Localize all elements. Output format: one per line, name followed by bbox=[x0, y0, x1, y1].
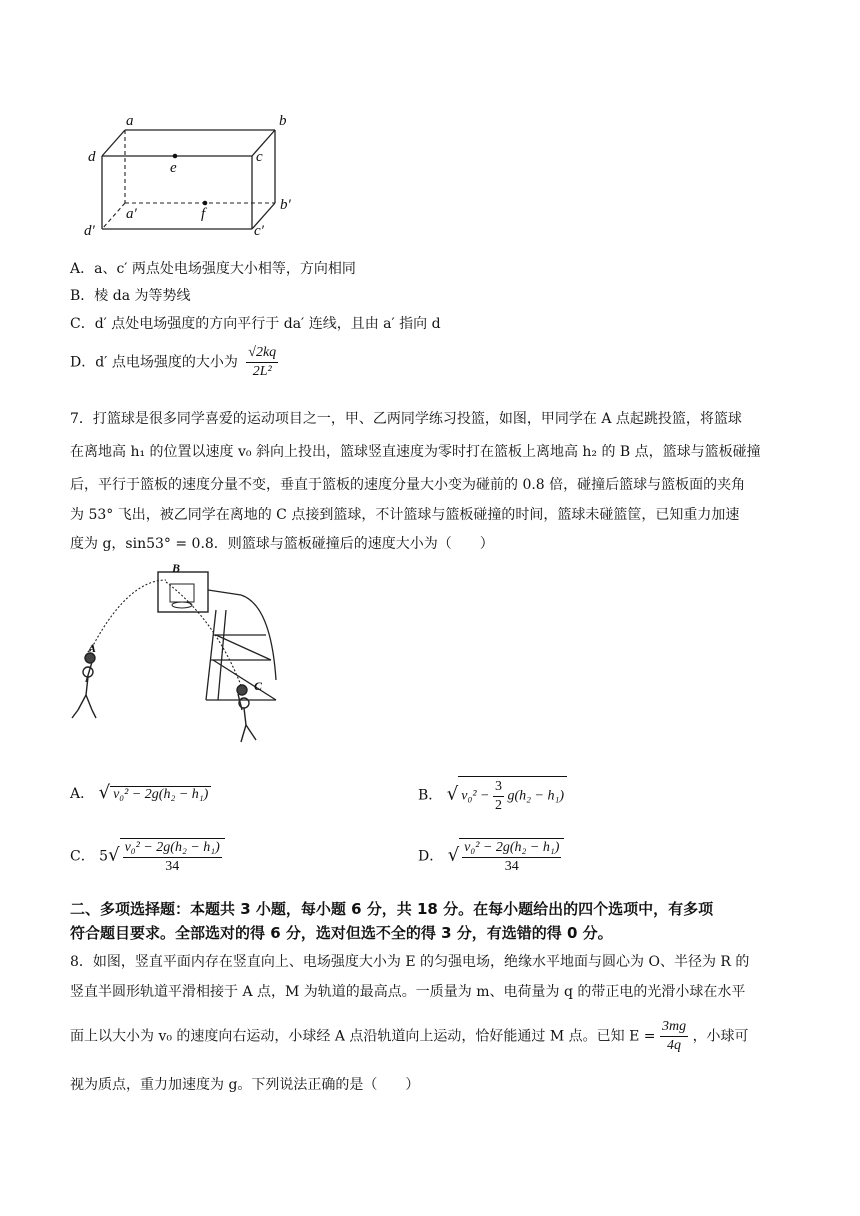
sqrt-icon: √ bbox=[108, 844, 120, 866]
section2-line-1: 二、多项选择题：本题共 3 小题，每小题 6 分，共 18 分。在每小题给出的四个选项中，有多项 bbox=[70, 900, 714, 918]
basketball-figure bbox=[66, 560, 306, 746]
label-d: d bbox=[88, 149, 96, 165]
q8-e-fraction: $\frac{3mg}{4q}$ bbox=[661, 1019, 687, 1053]
sqrt-icon: √ bbox=[446, 783, 459, 805]
q6-option-c: C．d′ 点处电场强度的方向平行于 da′ 连线，且由 a′ 指向 d bbox=[70, 316, 441, 332]
sqrt-icon: √ bbox=[447, 844, 460, 866]
q7-option-c: C． 5√ $\frac{\text{v₀² − 2g(h₂ − h₁)}}{34}$ bbox=[70, 838, 225, 876]
label-c-prime: c′ bbox=[254, 223, 264, 238]
point-e bbox=[173, 154, 178, 159]
box-figure bbox=[78, 108, 308, 238]
q6-option-d-fraction: $\frac{√2kq}{\text{2L²}}$ bbox=[248, 345, 277, 379]
q7-line-5: 度为 g，sin53° = 0.8．则篮球与篮板碰撞后的速度大小为（ ） bbox=[70, 536, 494, 552]
label-b-prime: b′ bbox=[280, 197, 291, 213]
fig-label-b: B bbox=[172, 561, 181, 575]
label-d-prime: d′ bbox=[84, 223, 95, 238]
label-e: e bbox=[170, 160, 177, 176]
q6-option-d-text: D．d′ 点电场强度的大小为 bbox=[70, 354, 238, 371]
q6-option-b: B．棱 da 为等势线 bbox=[70, 288, 191, 304]
q6-option-d bbox=[70, 344, 278, 381]
q7-line-3: 后，平行于篮板的速度分量不变，垂直于篮板的速度分量大小变为碰前的 0.8 倍，碰撞后篮球与篮板面的夹角 bbox=[70, 477, 746, 493]
section2-line-2: 符合题目要求。全部选对的得 6 分，选对但选不全的得 3 分，有选错的得 0 分。 bbox=[70, 924, 613, 942]
label-b: b bbox=[279, 113, 287, 129]
q8-line-1: 8．如图，竖直平面内存在竖直向上、电场强度大小为 E 的匀强电场，绝缘水平地面与圆心为 O、半径为 R 的 bbox=[70, 954, 750, 970]
q7-line-4: 为 53° 飞出，被乙同学在离地的 C 点接到篮球，不计篮球与篮板碰撞的时间，篮球未碰篮筐，已知重力加速 bbox=[70, 507, 740, 523]
label-a-prime: a′ bbox=[126, 206, 137, 222]
label-c: c bbox=[256, 149, 263, 165]
fig-label-a: A bbox=[88, 641, 97, 655]
q8-line-2: 竖直半圆形轨道平滑相接于 A 点，M 为轨道的最高点。一质量为 m、电荷量为 q 的带正电的光滑小球在水平 bbox=[70, 984, 746, 1000]
q6-option-a: A．a、c′ 两点处电场强度大小相等，方向相同 bbox=[70, 261, 356, 277]
q7-line-2: 在离地高 h₁ 的位置以速度 v₀ 斜向上投出，篮球竖直速度为零时打在篮板上离地高 h₂ 的 B 点，篮球与篮板碰撞 bbox=[70, 444, 761, 460]
q8-line-4: 视为质点，重力加速度为 g。下列说法正确的是（ ） bbox=[70, 1077, 420, 1093]
q8-line-3: 面上以大小为 v₀ 的速度向右运动，小球经 A 点沿轨道向上运动，恰好能通过 M 点。已知 E = $\frac{3mg}{4q}$ ，小球可 bbox=[70, 1019, 749, 1053]
label-a: a bbox=[126, 113, 134, 129]
q7-option-a: A． √ v₀² − 2g(h₂ − h₁) bbox=[70, 782, 211, 803]
point-f bbox=[203, 201, 208, 206]
label-f: f bbox=[201, 206, 206, 222]
q7-option-d: D． √ $\frac{\text{v₀² − 2g(h₂ − h₁)}}{34}$ bbox=[418, 838, 564, 876]
sqrt-icon: √ bbox=[98, 782, 111, 803]
q7-line-1: 7．打篮球是很多同学喜爱的运动项目之一，甲、乙两同学练习投篮，如图，甲同学在 A 点起跳投篮，将篮球 bbox=[70, 411, 742, 427]
q7-option-b: B． √ v₀² − $\frac{3}{2}$ g(h₂ − h₁) bbox=[418, 776, 567, 815]
fig-label-c: C bbox=[254, 679, 263, 693]
